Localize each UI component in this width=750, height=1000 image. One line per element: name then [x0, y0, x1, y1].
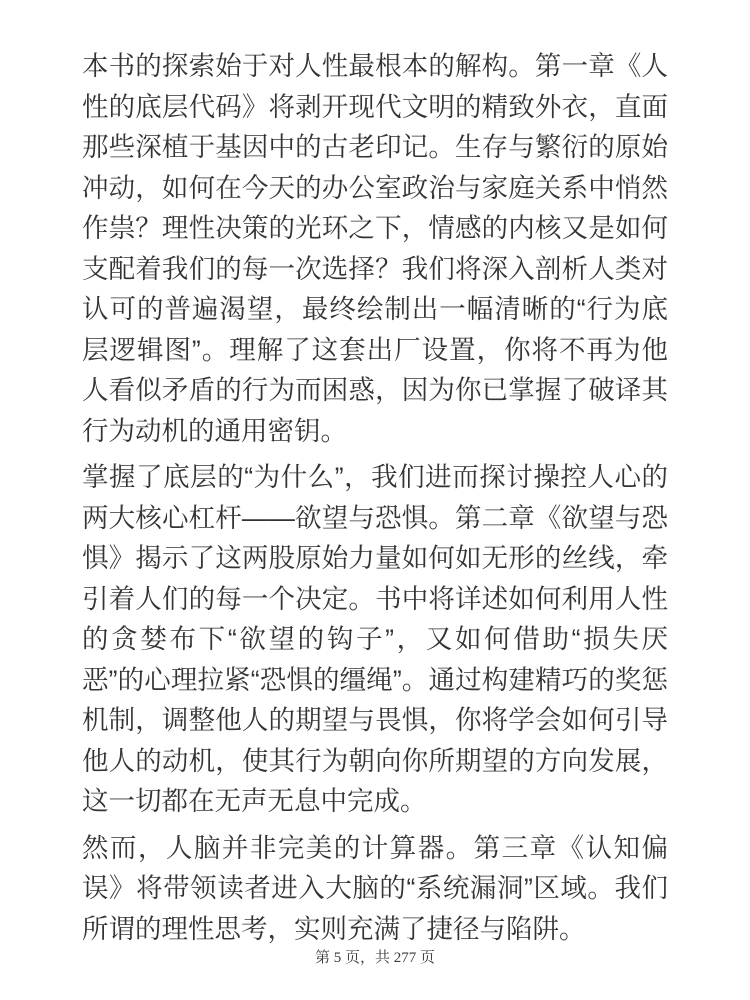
paragraph-2: 掌握了底层的“为什么”，我们进而探讨操控人心的两大核心杠杆——欲望与恐惧。第二章《欲望与恐惧》揭示了这两股原始力量如何如无形的丝线，牵引着人们的每一个决定。书中将详述如何利用人性的贪婪布下“欲望的钩子”，又如何借助“损失厌恶”的心理拉紧“恐惧的缰绳”。通过构建精巧的奖惩机制，调整他人的期望与畏惧，你将学会如何引导他人的动机，使其行为朝向你所期望的方向发展，这一切都在无声无息中完成。: [82, 462, 668, 816]
paragraph-1: 本书的探索始于对人性最根本的解构。第一章《人性的底层代码》将剥开现代文明的精致外衣，直面那些深植于基因中的古老印记。生存与繁衍的原始冲动，如何在今天的办公室政治与家庭关系中悄然作祟？理性决策的光环之下，情感的内核又是如何支配着我们的每一次选择？我们将深入剖析人类对认可的普遍渴望，最终绘制出一幅清晰的“行为底层逻辑图”。理解了这套出厂设置，你将不再为他人看似矛盾的行为而困惑，因为你已掌握了破译其行为动机的通用密钥。: [82, 51, 668, 446]
page-number-footer: 第 5 页，共 277 页: [314, 950, 435, 966]
paragraph-3: 然而，人脑并非完美的计算器。第三章《认知偏误》将带领读者进入大脑的“系统漏洞”区域。我们所谓的理性思考，实则充满了捷径与陷阱。: [82, 832, 668, 944]
page-body-text: [82, 46, 668, 949]
